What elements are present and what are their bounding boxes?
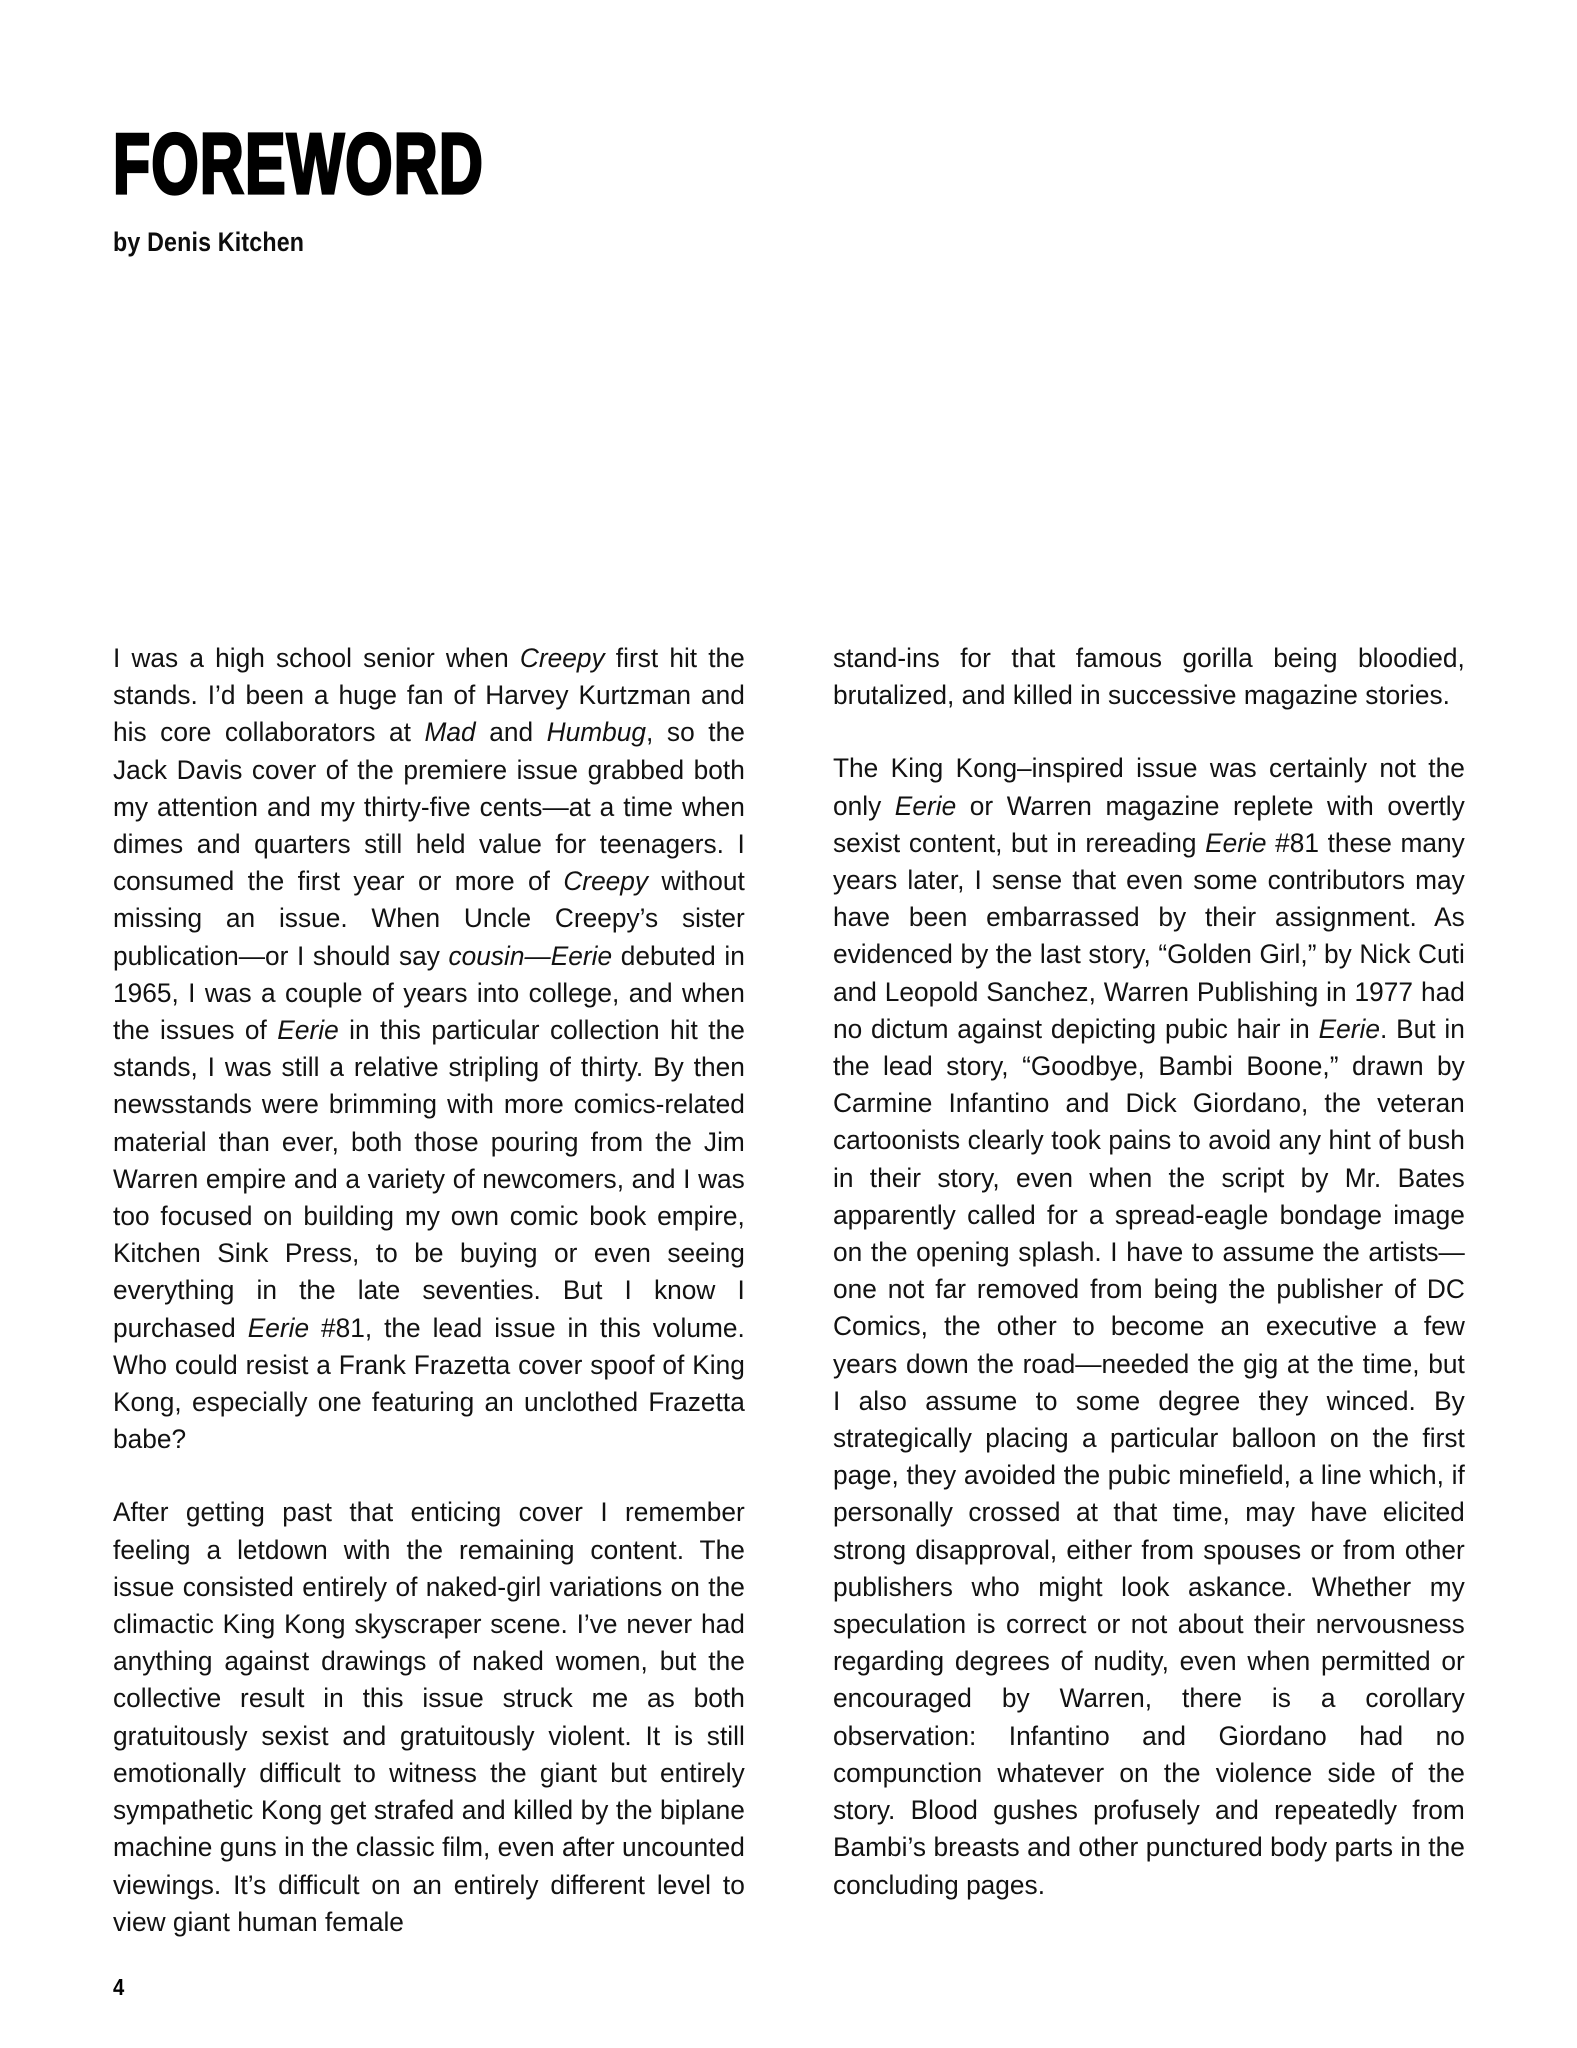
left-column [113, 640, 748, 1941]
body-columns [113, 640, 1473, 1941]
paragraph: I was a high school senior when Creepy first hit the stands. I’d been a huge fan of Harvey Kurtzman and his core collaborators at Mad and Humbug, so the Jack Davis cover of the premiere issue grabbed both my attention and my thirty-five cents—at a time when dimes and quarters still held value for teenagers. I consumed the first year or more of Creepy without missing an issue. When Uncle Creepy’s sister publication—or I should say cousin—Eerie debuted in 1965, I was a couple of years into college, and when the issues of Eerie in this particular collection hit the stands, I was still a relative stripling of thirty. By then newsstands were brimming with more comics-related material than ever, both those pouring from the Jim Warren empire and a variety of newcomers, and I was too focused on building my own comic book empire, Kitchen Sink Press, to be buying or even seeing everything in the late seventies. But I know I purchased Eerie #81, the lead issue in this volume. Who could resist a Frank Frazetta cover spoof of King Kong, especially one featuring an unclothed Frazetta babe? [113, 643, 745, 1455]
page-number: 4 [113, 1974, 125, 2000]
right-column [833, 640, 1468, 1941]
page-title: FOREWORD [113, 116, 484, 212]
paragraph: The King Kong–inspired issue was certainly not the only Eerie or Warren magazine replete with overtly sexist content, but in rereading Eerie #81 these many years later, I sense that even some contributors may have been embarrassed by their assignment. As evidenced by the last story, “Golden Girl,” by Nick Cuti and Leopold Sanchez, Warren Publishing in 1977 had no dictum against depicting pubic hair in Eerie. But in the lead story, “Goodbye, Bambi Boone,” drawn by Carmine Infantino and Dick Giordano, the veteran cartoonists clearly took pains to avoid any hint of bush in their story, even when the script by Mr. Bates apparently called for a spread-eagle bondage image on the opening splash. I have to assume the artists—one not far removed from being the publisher of DC Comics, the other to become an executive a few years down the road—needed the gig at the time, but I also assume to some degree they winced. By strategically placing a particular balloon on the first page, they avoided the pubic minefield, a line which, if personally crossed at that time, may have elicited strong disapproval, either from spouses or from other publishers who might look askance. Whether my speculation is correct or not about their nervousness regarding degrees of nudity, even when permitted or encouraged by Warren, there is a corollary observation: Infantino and Giordano had no compunction whatever on the violence side of the story. Blood gushes profusely and repeatedly from Bambi’s breasts and other punctured body parts in the concluding pages. [833, 753, 1465, 1900]
masthead [113, 116, 1313, 258]
paragraph: stand-ins for that famous gorilla being bloodied, brutalized, and killed in successive magazine stories. [833, 643, 1465, 711]
byline: by Denis Kitchen [113, 227, 305, 258]
paragraph: After getting past that enticing cover I remember feeling a letdown with the remaining content. The issue consisted entirely of naked-girl variations on the climactic King Kong skyscraper scene. I’ve never had anything against drawings of naked women, but the collective result in this issue struck me as both gratuitously sexist and gratuitously violent. It is still emotionally difficult to witness the giant but entirely sympathetic Kong get strafed and killed by the biplane machine guns in the classic film, even after uncounted viewings. It’s difficult on an entirely different level to view giant human female [113, 1497, 745, 1937]
